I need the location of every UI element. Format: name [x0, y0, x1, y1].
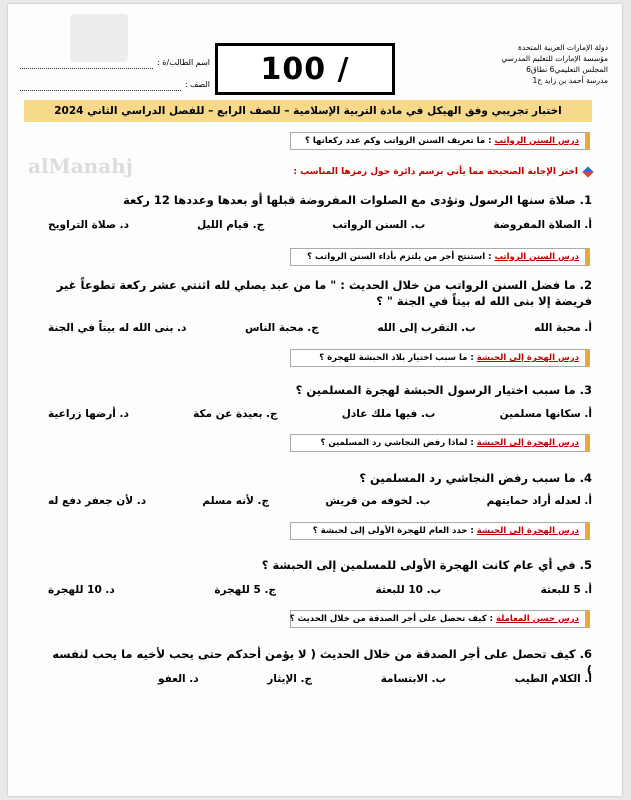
lesson-question: : كيف تحصل على أجر الصدقة من خلال الحديث ؟	[289, 614, 494, 624]
options-1	[48, 219, 592, 231]
options-4	[48, 495, 592, 507]
option-a[interactable]: أ. لعدله أراد حمايتهم	[486, 495, 592, 507]
option-a[interactable]: أ. 5 للبعثة	[540, 584, 592, 596]
option-c[interactable]: ج. بعيدة عن مكة	[193, 408, 278, 420]
header-line: مؤسسة الإمارات للتعليم المدرسي	[501, 54, 608, 63]
option-d[interactable]: د. صلاة التراويح	[48, 219, 130, 231]
option-a[interactable]: أ. سكانها مسلمين	[499, 408, 592, 420]
option-d[interactable]: د. 10 للهجرة	[48, 584, 115, 596]
student-name-field[interactable]	[20, 58, 153, 69]
lesson-question: : ما تعريف السنن الرواتب وكم عدد ركعاتها ؟	[304, 136, 492, 146]
question-4: 4. ما سبب رفض النجاشي رد المسلمين ؟	[359, 471, 592, 485]
question-2: 2. ما فضل السنن الرواتب من خلال الحديث : " ما من عبد يصلي لله اثنتي عشر ركعة تطوعاً غير فريضة إلا بنى الله له بيتاً في الجنة " ؟	[56, 278, 592, 308]
lesson-banner	[290, 522, 590, 540]
option-a[interactable]: أ. الصلاة المفروضة	[493, 219, 592, 231]
lesson-question: : حدد العام للهجرة الأولى إلى لحبشة ؟	[312, 526, 474, 536]
lesson-question: : لماذا رفض النجاشي رد المسلمين ؟	[320, 438, 474, 448]
lesson-banner	[290, 434, 590, 452]
student-info	[20, 52, 210, 96]
lesson-name: درس الهجرة إلى الحبشة	[476, 438, 579, 448]
question-1: 1. صلاة سنها الرسول وتؤدى مع الصلوات المفروضة قبلها أو بعدها وعددها 12 ركعة	[123, 193, 592, 207]
exam-title: اختبار تجريبي وفق الهيكل في مادة التربية الإسلامية – للصف الرابع – للفصل الدراسي الثاني 2024	[24, 100, 592, 122]
question-3: 3. ما سبب اختيار الرسول الحبشة لهجرة المسلمين ؟	[295, 383, 592, 397]
option-b[interactable]: ب. 10 للبعثة	[375, 584, 442, 596]
option-d[interactable]: د. أرضها زراعية	[48, 408, 129, 420]
options-6	[158, 673, 592, 685]
lesson-banner	[290, 248, 590, 266]
header-line: المجلس التعليمي6 نطاق6	[526, 65, 608, 74]
lesson-name: درس السنن الرواتب	[494, 136, 579, 146]
watermark-text: alManahj	[28, 154, 133, 178]
option-b[interactable]: ب. فيها ملك عادل	[341, 408, 436, 420]
option-d[interactable]: د. العفو	[158, 673, 199, 685]
score-box	[215, 43, 395, 95]
class-label: الصف :	[184, 80, 210, 89]
option-c[interactable]: ج. محبة الناس	[244, 322, 319, 334]
option-c[interactable]: ج. 5 للهجرة	[214, 584, 277, 596]
lesson-name: درس الهجرة إلى الحبشة	[476, 526, 579, 536]
option-b[interactable]: ب. الابتسامة	[380, 673, 447, 685]
lesson-name: درس السنن الرواتب	[494, 252, 579, 262]
score-text: 100 /	[260, 51, 350, 87]
lesson-name: درس الهجرة إلى الحبشة	[476, 353, 579, 363]
option-c[interactable]: ج. الإيثار	[267, 673, 313, 685]
header-line: دولة الإمارات العربية المتحدة	[517, 43, 608, 52]
option-d[interactable]: د. بنى الله له بيتاً في الجنة	[48, 322, 187, 334]
question-6: 6. كيف تحصل على أجر الصدقة من خلال الحديث ( لا يؤمن أحدكم حتى يحب لأخيه ما يحب لنفسه )	[52, 647, 592, 677]
lesson-name: درس حسن المعاملة	[495, 614, 579, 624]
question-5: 5. في أي عام كانت الهجرة الأولى للمسلمين إلى الحبشة ؟	[261, 558, 592, 572]
diamond-bullet-icon	[582, 166, 593, 177]
option-b[interactable]: ب. السنن الرواتب	[332, 219, 426, 231]
options-5	[48, 584, 592, 596]
lesson-banner	[290, 132, 590, 150]
instruction-text: اختر الإجابة الصحيحة مما يأتي برسم دائرة حول رمزها المناسب :	[293, 167, 578, 177]
header-line: مدرسة أحمد بن زايد ح1	[532, 76, 608, 85]
lesson-banner	[290, 349, 590, 367]
exam-paper	[8, 4, 622, 796]
lesson-question: : استنتج أجر من يلتزم بأداء السنن الرواتب ؟	[307, 252, 492, 262]
lesson-question: : ما سبب اختيار بلاد الحبشة للهجرة ؟	[319, 353, 474, 363]
option-c[interactable]: ج. لأنه مسلم	[202, 495, 270, 507]
option-a[interactable]: أ. الكلام الطيب	[514, 673, 592, 685]
option-c[interactable]: ج. قيام الليل	[197, 219, 265, 231]
instruction	[293, 167, 592, 177]
option-d[interactable]: د. لأن جعفر دفع له	[48, 495, 147, 507]
lesson-banner	[290, 610, 590, 628]
class-field[interactable]	[20, 80, 181, 91]
options-2	[48, 322, 592, 334]
options-3	[48, 408, 592, 420]
option-b[interactable]: ب. لخوفه من قريش	[325, 495, 431, 507]
option-b[interactable]: ب. التقرب إلى الله	[377, 322, 476, 334]
student-name-label: اسم الطالب/ة :	[157, 58, 210, 67]
option-a[interactable]: أ. محبة الله	[534, 322, 592, 334]
school-header	[458, 42, 608, 86]
